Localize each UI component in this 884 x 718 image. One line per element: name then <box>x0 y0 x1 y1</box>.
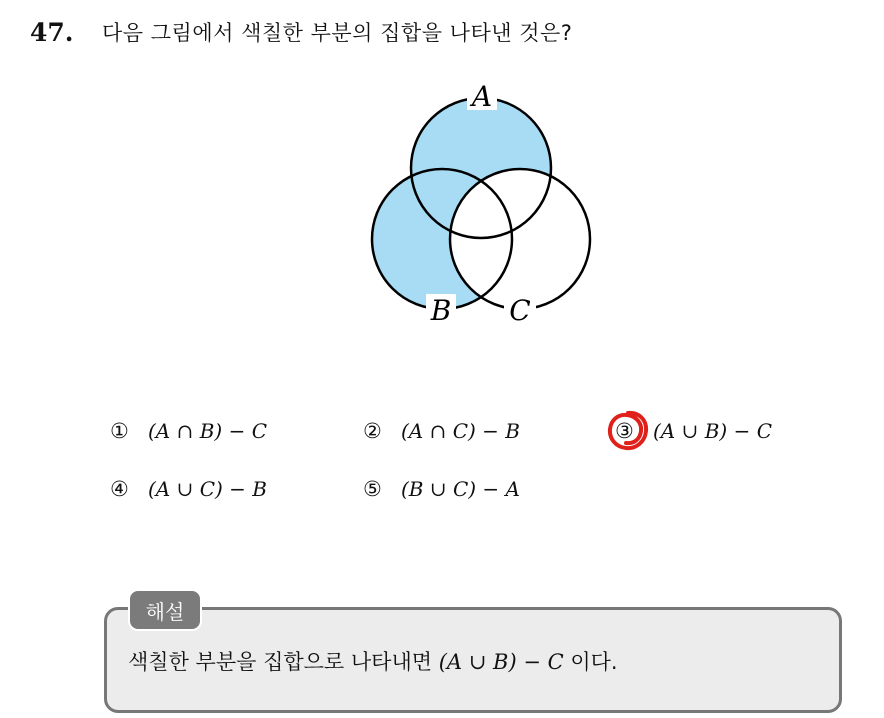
solution-tab: 해설 <box>128 589 202 631</box>
question-header <box>30 14 572 50</box>
circle-c <box>450 169 590 309</box>
choice-1[interactable] <box>110 419 267 443</box>
question-number: 47. <box>30 17 74 47</box>
solution-text-before: 색칠한 부분을 집합으로 나타내면 <box>128 650 439 674</box>
label-b: B <box>430 294 452 327</box>
label-a: A <box>471 82 493 113</box>
choice-1-number: ① <box>110 419 129 443</box>
label-c: C <box>509 294 531 327</box>
choice-5[interactable] <box>363 477 520 501</box>
question-text: 다음 그림에서 색칠한 부분의 집합을 나타낸 것은? <box>102 21 573 45</box>
choice-2-number: ② <box>363 419 382 443</box>
choice-2-expression: (A ∩ C) − B <box>401 419 520 443</box>
solution-text-after: 이다. <box>563 650 618 674</box>
answer-circle-mark <box>603 405 653 455</box>
answer-circle-stroke <box>610 413 646 448</box>
choice-4-expression: (A ∪ C) − B <box>148 477 267 501</box>
venn-diagram <box>360 82 600 332</box>
choice-1-expression: (A ∩ B) − C <box>148 419 267 443</box>
choice-4[interactable] <box>110 477 267 501</box>
choice-3-number: ③ <box>615 419 634 443</box>
choice-3-expression: (A ∪ B) − C <box>653 419 772 443</box>
solution-text <box>128 646 618 676</box>
solution-expression: (A ∪ B) − C <box>438 650 564 674</box>
choice-2[interactable] <box>363 419 520 443</box>
choice-4-number: ④ <box>110 477 129 501</box>
choice-5-number: ⑤ <box>363 477 382 501</box>
choice-5-expression: (B ∪ C) − A <box>401 477 520 501</box>
